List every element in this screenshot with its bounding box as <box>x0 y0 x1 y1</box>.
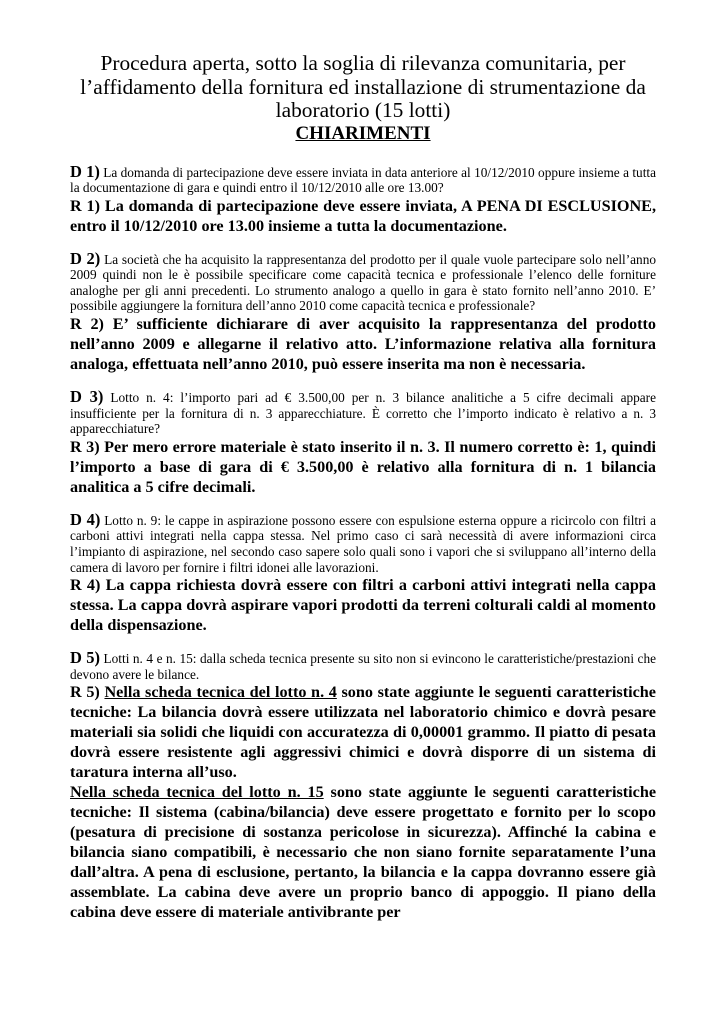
question-text: La domanda di partecipazione deve essere inviata in data anteriore al 10/12/2010 oppure insieme a tutta la documentazione di gara e quindi entro il 10/12/2010 alle ore 13.00? <box>70 164 656 196</box>
page-subtitle: CHIARIMENTI <box>295 122 431 144</box>
question-1 <box>70 161 656 196</box>
question-label: D 1) <box>70 161 100 181</box>
qa-item-2 <box>70 248 656 374</box>
answer-3: R 3) Per mero errore materiale è stato inserito il n. 3. Il numero corretto è: 1, quindi l’importo a base di gara di € 3.500,00 è relativo alla fornitura di n. 1 bilancia analitica a 5 cifre decimali. <box>70 437 656 496</box>
lot-15-text: sono state aggiunte le seguenti caratteristiche tecniche: Il sistema (cabina/bilancia) deve essere progettato e fornito per lo scopo (pesatura di precisione di sostanza pericolose in sicurezza). Affinché la cabina e bilancia siano compatibili, è necessario che non siano fornite separatamente l’una dall’altra. A pena di esclusione, pertanto, la bilancia e la cappa dovranno essere già assemblate. La cabina deve avere un proprio banco di appoggio. Il piano della cabina deve essere di materiale antivibrante per <box>70 783 657 922</box>
lot-4-text: sono state aggiunte le seguenti caratteristiche tecniche: La bilancia dovrà essere utilizzata nel laboratorio chimico e dovrà pesare materiali sia solidi che liquidi con accuratezza di 0,00001 grammo. Il piatto di pesata dovrà essere resistente agli aggressivi chimici e dovrà disporre di un sistema di taratura interna all’uso. <box>70 683 656 782</box>
question-3 <box>70 389 656 437</box>
question-2 <box>70 248 656 314</box>
lot-15-heading: Nella scheda tecnica del lotto n. 15 <box>70 783 324 802</box>
question-text: Lotti n. 4 e n. 15: dalla scheda tecnica presente su sito non si evincono le caratteristiche/prestazioni che devono avere le bilance. <box>70 651 656 682</box>
question-label: D 3) <box>70 387 104 407</box>
qa-item-5 <box>70 650 656 922</box>
qa-item-1 <box>70 161 656 236</box>
question-label: D 2) <box>70 248 101 268</box>
qa-item-4 <box>70 509 656 635</box>
question-text: Lotto n. 4: l’importo pari ad € 3.500,00 per n. 3 bilance analitiche a 5 cifre decimali appare insufficiente per la fornitura di n. 3 apparecchiature. È corretto che l’importo indicato è relativo a n. 3 apparecchiature? <box>70 390 657 437</box>
question-label: D 5) <box>70 648 100 668</box>
question-text: Lotto n. 9: le cappe in aspirazione possono essere con espulsione esterna oppure a ricircolo con filtri a carboni attivi integrati nella cappa stessa. Nel primo caso ci sarà necessità di avere informazioni circa l’impianto di aspirazione, nel secondo caso sapere solo quali sono i vapori che si sviluppano all’interno della camera di lavoro per fornire i filtri idonei alle lavorazioni. <box>70 512 656 575</box>
lot-4-heading: Nella scheda tecnica del lotto n. 4 <box>104 683 337 702</box>
answer-label: R 5) <box>70 683 100 702</box>
question-text: La società che ha acquisito la rappresentanza del prodotto per il quale vuole partecipare solo nell’anno 2009 quindi non le è possibile specificare come capacità tecnica e professionale l’elenco delle forniture analoghe per gli anni precedenti. Lo strumento analogo a quello in gara è stato fornito nell’anno 2010. E’ possibile aggiungere la fornitura dell’anno 2010 come capacità tecnica e professionale? <box>70 251 656 314</box>
answer-4: R 4) La cappa richiesta dovrà essere con filtri a carboni attivi integrati nella cappa stessa. La cappa dovrà aspirare vapori prodotti da terreni colturali caldi al momento della dispensazione. <box>70 576 656 635</box>
question-4 <box>70 509 656 575</box>
page-title: Procedura aperta, sotto la soglia di rilevanza comunitaria, per l’affidamento della fornitura ed installazione di strumentazione da laboratorio (15 lotti) <box>80 51 646 122</box>
question-5 <box>70 650 656 682</box>
answer-5 <box>70 682 656 922</box>
question-label: D 4) <box>70 509 101 529</box>
qa-item-3 <box>70 389 656 497</box>
answer-1: R 1) La domanda di partecipazione deve essere inviata, A PENA DI ESCLUSIONE, entro il 10/12/2010 ore 13.00 insieme a tutta la documentazione. <box>70 196 656 235</box>
answer-2: R 2) E’ sufficiente dichiarare di aver acquisito la rappresentanza del prodotto nell’anno 2009 e allegarne il relativo atto. L’informazione relativa alla fornitura analoga, effettuata nell’anno 2010, può essere inserita ma non è necessaria. <box>70 315 656 374</box>
